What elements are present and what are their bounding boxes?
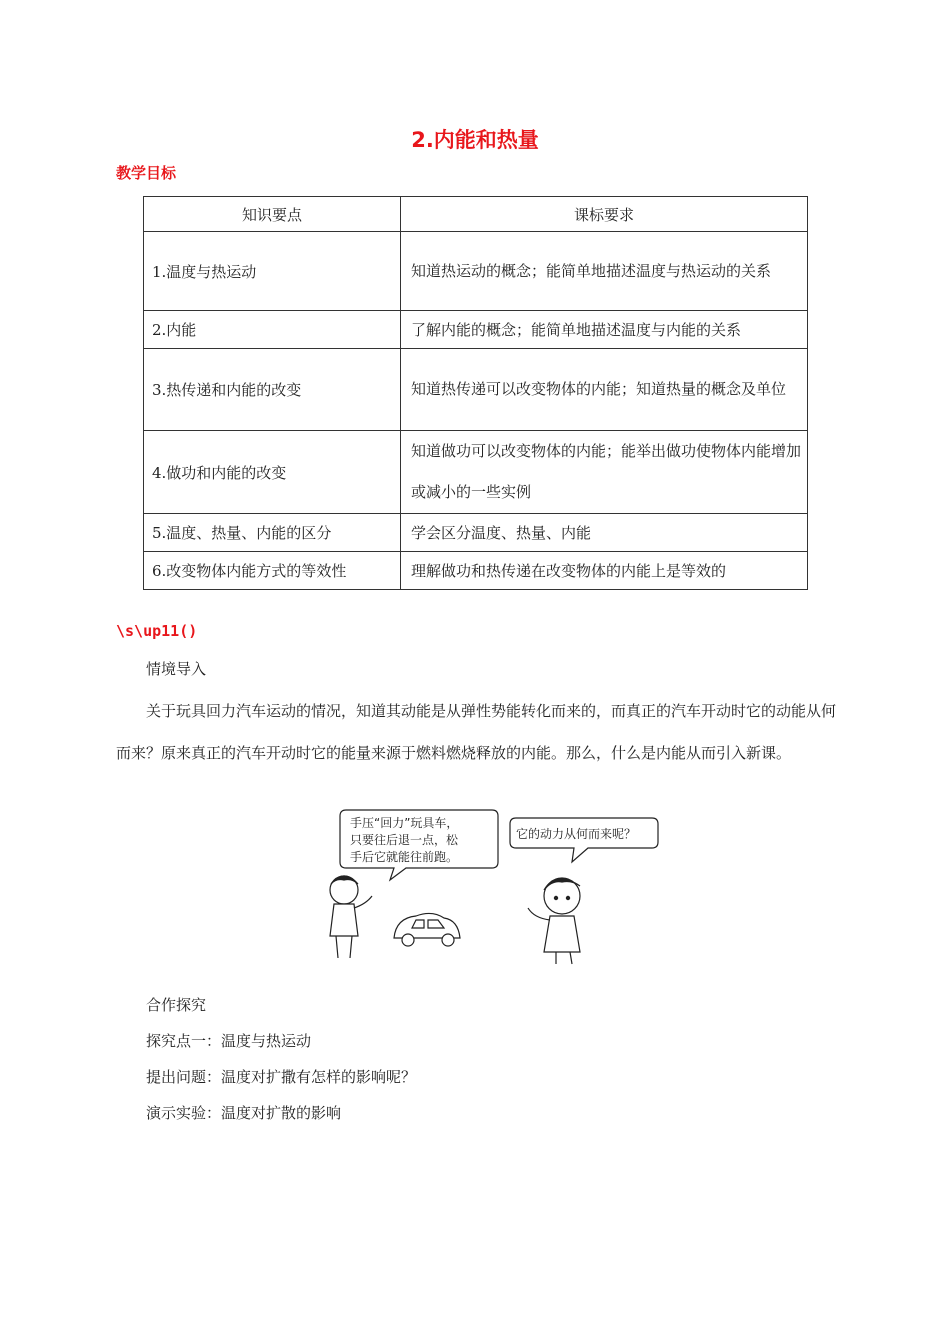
objectives-heading: 教学目标 (116, 164, 177, 182)
table-cell: 1.温度与热运动 (144, 232, 401, 311)
table-row (144, 349, 808, 431)
question-text: 提出问题：温度对扩撒有怎样的影响呢？ (146, 1068, 417, 1086)
table-row (144, 431, 808, 514)
table-row (144, 232, 808, 311)
objectives-table (143, 196, 808, 590)
table-cell: 2.内能 (144, 311, 401, 349)
coop-heading: 合作探究 (146, 996, 207, 1014)
table-cell: 了解内能的概念；能简单地描述温度与内能的关系 (401, 311, 808, 349)
table-cell: 学会区分温度、热量、内能 (401, 514, 808, 552)
explore-point: 探究点一：温度与热运动 (146, 1032, 312, 1050)
page-title: 2.内能和热量 (411, 128, 539, 152)
table-cell: 4.做功和内能的改变 (144, 431, 401, 514)
table-cell: 知道热传递可以改变物体的内能；知道热量的概念及单位 (401, 349, 808, 431)
bubble-right-text: 它的动力从何而来呢？ (516, 827, 637, 841)
table-cell: 3.热传递和内能的改变 (144, 349, 401, 431)
bubble-left-line: 只要往后退一点，松 (350, 833, 459, 847)
cartoon-illustration (316, 806, 676, 966)
table-row (144, 552, 808, 590)
table-row (144, 311, 808, 349)
table-cell: 6.改变物体内能方式的等效性 (144, 552, 401, 590)
table-cell: 知道做功可以改变物体的内能；能举出做功使物体内能增加或减小的一些实例 (401, 431, 808, 514)
table-cell: 知道热运动的概念；能简单地描述温度与热运动的关系 (401, 232, 808, 311)
intro-paragraph: 关于玩具回力汽车运动的情况，知道其动能是从弹性势能转化而来的，而真正的汽车开动时它的动能从何而来？原来真正的汽车开动时它的能量来源于燃料燃烧释放的内能。那么，什么是内能从而引入新课。 (116, 702, 837, 762)
boy-right-figure (528, 878, 580, 964)
table-row (144, 514, 808, 552)
code-line: \s\up11() (116, 622, 198, 640)
situation-heading: 情境导入 (146, 660, 207, 678)
bubble-left-line: 手压“回力”玩具车， (350, 816, 459, 830)
table-cell: 5.温度、热量、内能的区分 (144, 514, 401, 552)
toy-car-figure (394, 913, 460, 946)
column-header: 知识要点 (144, 197, 401, 232)
table-cell: 理解做功和热传递在改变物体的内能上是等效的 (401, 552, 808, 590)
bubble-left-line: 手后它就能往前跑。 (350, 850, 459, 864)
table-header-row (144, 197, 808, 232)
demo-line: 演示实验：温度对扩散的影响 (146, 1104, 342, 1122)
boy-left-figure (330, 876, 372, 958)
column-header: 课标要求 (401, 197, 808, 232)
